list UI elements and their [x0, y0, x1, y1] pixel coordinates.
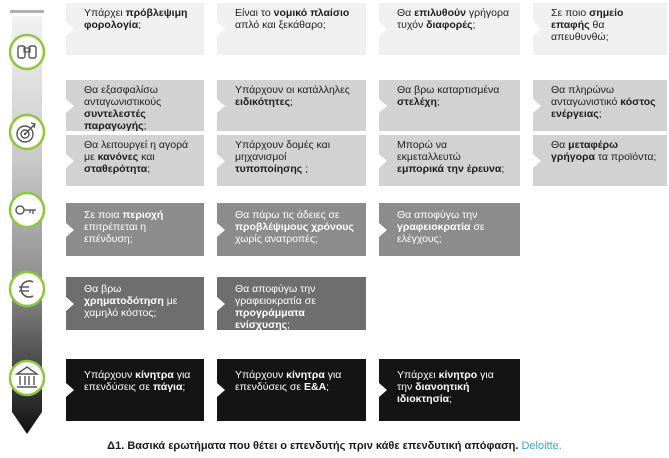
card-notch [533, 154, 541, 168]
card-notch [217, 297, 225, 311]
card-text: Υπάρχουν [84, 369, 136, 381]
key-icon [10, 193, 44, 227]
question-card [66, 80, 204, 131]
card-text: γραφειοκρατία [397, 221, 471, 233]
card-text: Σε ποιο [551, 7, 590, 19]
card-text: μεταφέρω γρήγορα [551, 139, 619, 163]
question-card [379, 80, 520, 131]
card-text: Θα αποφύγω την [397, 209, 478, 221]
question-card [379, 359, 520, 421]
card-text: ; [472, 19, 476, 31]
card-text: κανόνες [97, 151, 139, 163]
card-text: Σε ποια [84, 209, 123, 221]
card-text: διανοητική ιδιοκτησία [397, 381, 470, 405]
card-text: πρόβλεψιμη [125, 7, 188, 19]
card-text: διαφορές [426, 19, 473, 31]
card-text: Υπάρχουν οι κατάλληλες [235, 84, 350, 96]
card-text: τυποποίησης [235, 163, 303, 175]
card-text: σε ελέγχους; [397, 221, 485, 245]
card-text: κόστος ενέργειας [551, 96, 656, 120]
card-text: με χαμηλό κόστος; [84, 295, 178, 319]
card-text: ; [436, 96, 440, 108]
card-text: ; [501, 163, 505, 175]
card-text: ; [143, 120, 147, 132]
card-text: ; [287, 319, 291, 331]
question-card [217, 80, 366, 131]
question-card [66, 3, 204, 55]
card-text: Θα [397, 7, 415, 19]
card-notch [379, 22, 387, 36]
card-text: χρηματοδότηση [84, 295, 164, 307]
target-icon [10, 115, 44, 149]
card-text: και [138, 151, 155, 163]
card-text: ; [326, 381, 330, 393]
card-text: πάγια [153, 381, 183, 393]
card-notch [217, 22, 225, 36]
caption-text: . Βασικά ερωτήματα που θέτει ο επενδυτής πριν κάθε επενδυτική απόφαση. [121, 440, 519, 452]
card-text: προγράμματα ενίσχυσης [235, 307, 305, 331]
card-text: περιοχή [122, 209, 164, 221]
card-text: χωρίς ανατροπές; [235, 233, 318, 245]
card-notch [66, 297, 74, 311]
card-notch [379, 223, 387, 237]
card-text: ; [138, 19, 142, 31]
card-text: ; [302, 163, 309, 175]
card-text: Υπάρχουν [235, 369, 287, 381]
card-text: για επενδύσεις σε [235, 369, 342, 393]
card-text: Μπορώ να εκμεταλλευτώ [397, 139, 461, 163]
card-text: γρήγορα τυχόν [397, 7, 510, 31]
card-text: Θα εξασφαλίσω ανταγωνιστικούς [84, 84, 162, 108]
card-text: Υπάρχουν δομές και μηχανισμοί [235, 139, 331, 163]
card-notch [379, 154, 387, 168]
question-card [217, 3, 366, 55]
card-text: Υπάρχει [84, 7, 126, 19]
card-text: Είναι το [235, 7, 274, 19]
card-text: φορολογία [84, 19, 139, 31]
question-card [379, 3, 520, 55]
card-notch [66, 223, 74, 237]
card-notch [379, 383, 387, 397]
binoculars-icon [10, 35, 44, 69]
card-text: ; [147, 163, 151, 175]
card-text: θα απευθυνθώ; [551, 19, 609, 43]
card-text: ειδικότητες [235, 96, 291, 108]
card-text: προβλέψιμους χρόνους [235, 221, 354, 233]
caption-label: Δ1 [107, 440, 122, 452]
card-text: Θα λειτουργεί η αγορά με [84, 139, 189, 163]
question-card [66, 359, 204, 421]
card-text: απλό και ξεκάθαρο; [235, 19, 326, 31]
card-text: Υπάρχει [397, 369, 439, 381]
figure-caption [0, 440, 669, 452]
spine-top-bar [10, 10, 44, 13]
card-text: ; [182, 381, 186, 393]
card-notch [533, 99, 541, 113]
card-notch [66, 22, 74, 36]
question-card [217, 203, 366, 256]
question-card [533, 80, 667, 131]
card-text: ; [598, 108, 602, 120]
card-text: Θα αποφύγω την γραφειοκρατία σε [235, 283, 316, 307]
card-text: τα προϊόντα; [594, 151, 657, 163]
card-notch [217, 383, 225, 397]
card-text: ; [449, 393, 453, 405]
question-card [66, 135, 204, 186]
card-text: στελέχη [397, 96, 437, 108]
card-notch [66, 154, 74, 168]
question-card [533, 135, 667, 186]
card-text: σημείο επαφής [551, 7, 624, 31]
card-notch [66, 99, 74, 113]
card-text: ; [290, 96, 293, 108]
euro-icon [10, 272, 44, 306]
card-text: επιτρέπεται η επένδυση; [84, 221, 147, 245]
card-text: για την [397, 369, 494, 393]
card-text: Θα βρω [84, 283, 122, 295]
card-notch [379, 99, 387, 113]
card-notch [66, 383, 74, 397]
card-text: εμπορικά την έρευνα [397, 163, 502, 175]
question-card [217, 277, 366, 330]
card-text: για επενδύσεις σε [84, 369, 191, 393]
card-text: επιλυθούν [414, 7, 466, 19]
card-text: Θα πληρώνω ανταγωνιστικό [551, 84, 621, 108]
card-text: σταθερότητα [84, 163, 148, 175]
question-card [66, 203, 204, 256]
card-text: συντελεστές παραγωγής [84, 108, 146, 132]
card-text: κίνητρα [286, 369, 325, 381]
card-text: Θα βρω καταρτισμένα [397, 84, 500, 96]
card-notch [217, 154, 225, 168]
question-card [217, 135, 366, 186]
card-notch [217, 99, 225, 113]
card-text: Θα πάρω τις άδειες σε [235, 209, 340, 221]
question-card [217, 359, 366, 421]
question-card [379, 135, 520, 186]
card-notch [217, 223, 225, 237]
question-card [379, 203, 520, 256]
card-text: Θα [551, 139, 569, 151]
card-text: κίνητρο [438, 369, 478, 381]
card-text: κίνητρα [135, 369, 174, 381]
question-card [533, 3, 667, 55]
question-card [66, 277, 204, 330]
bank-icon [10, 361, 44, 395]
card-text: νομικό πλαίσιο [273, 7, 350, 19]
caption-source: Deloitte. [521, 440, 562, 452]
card-text: Ε&Α [304, 381, 327, 393]
card-notch [533, 22, 541, 36]
